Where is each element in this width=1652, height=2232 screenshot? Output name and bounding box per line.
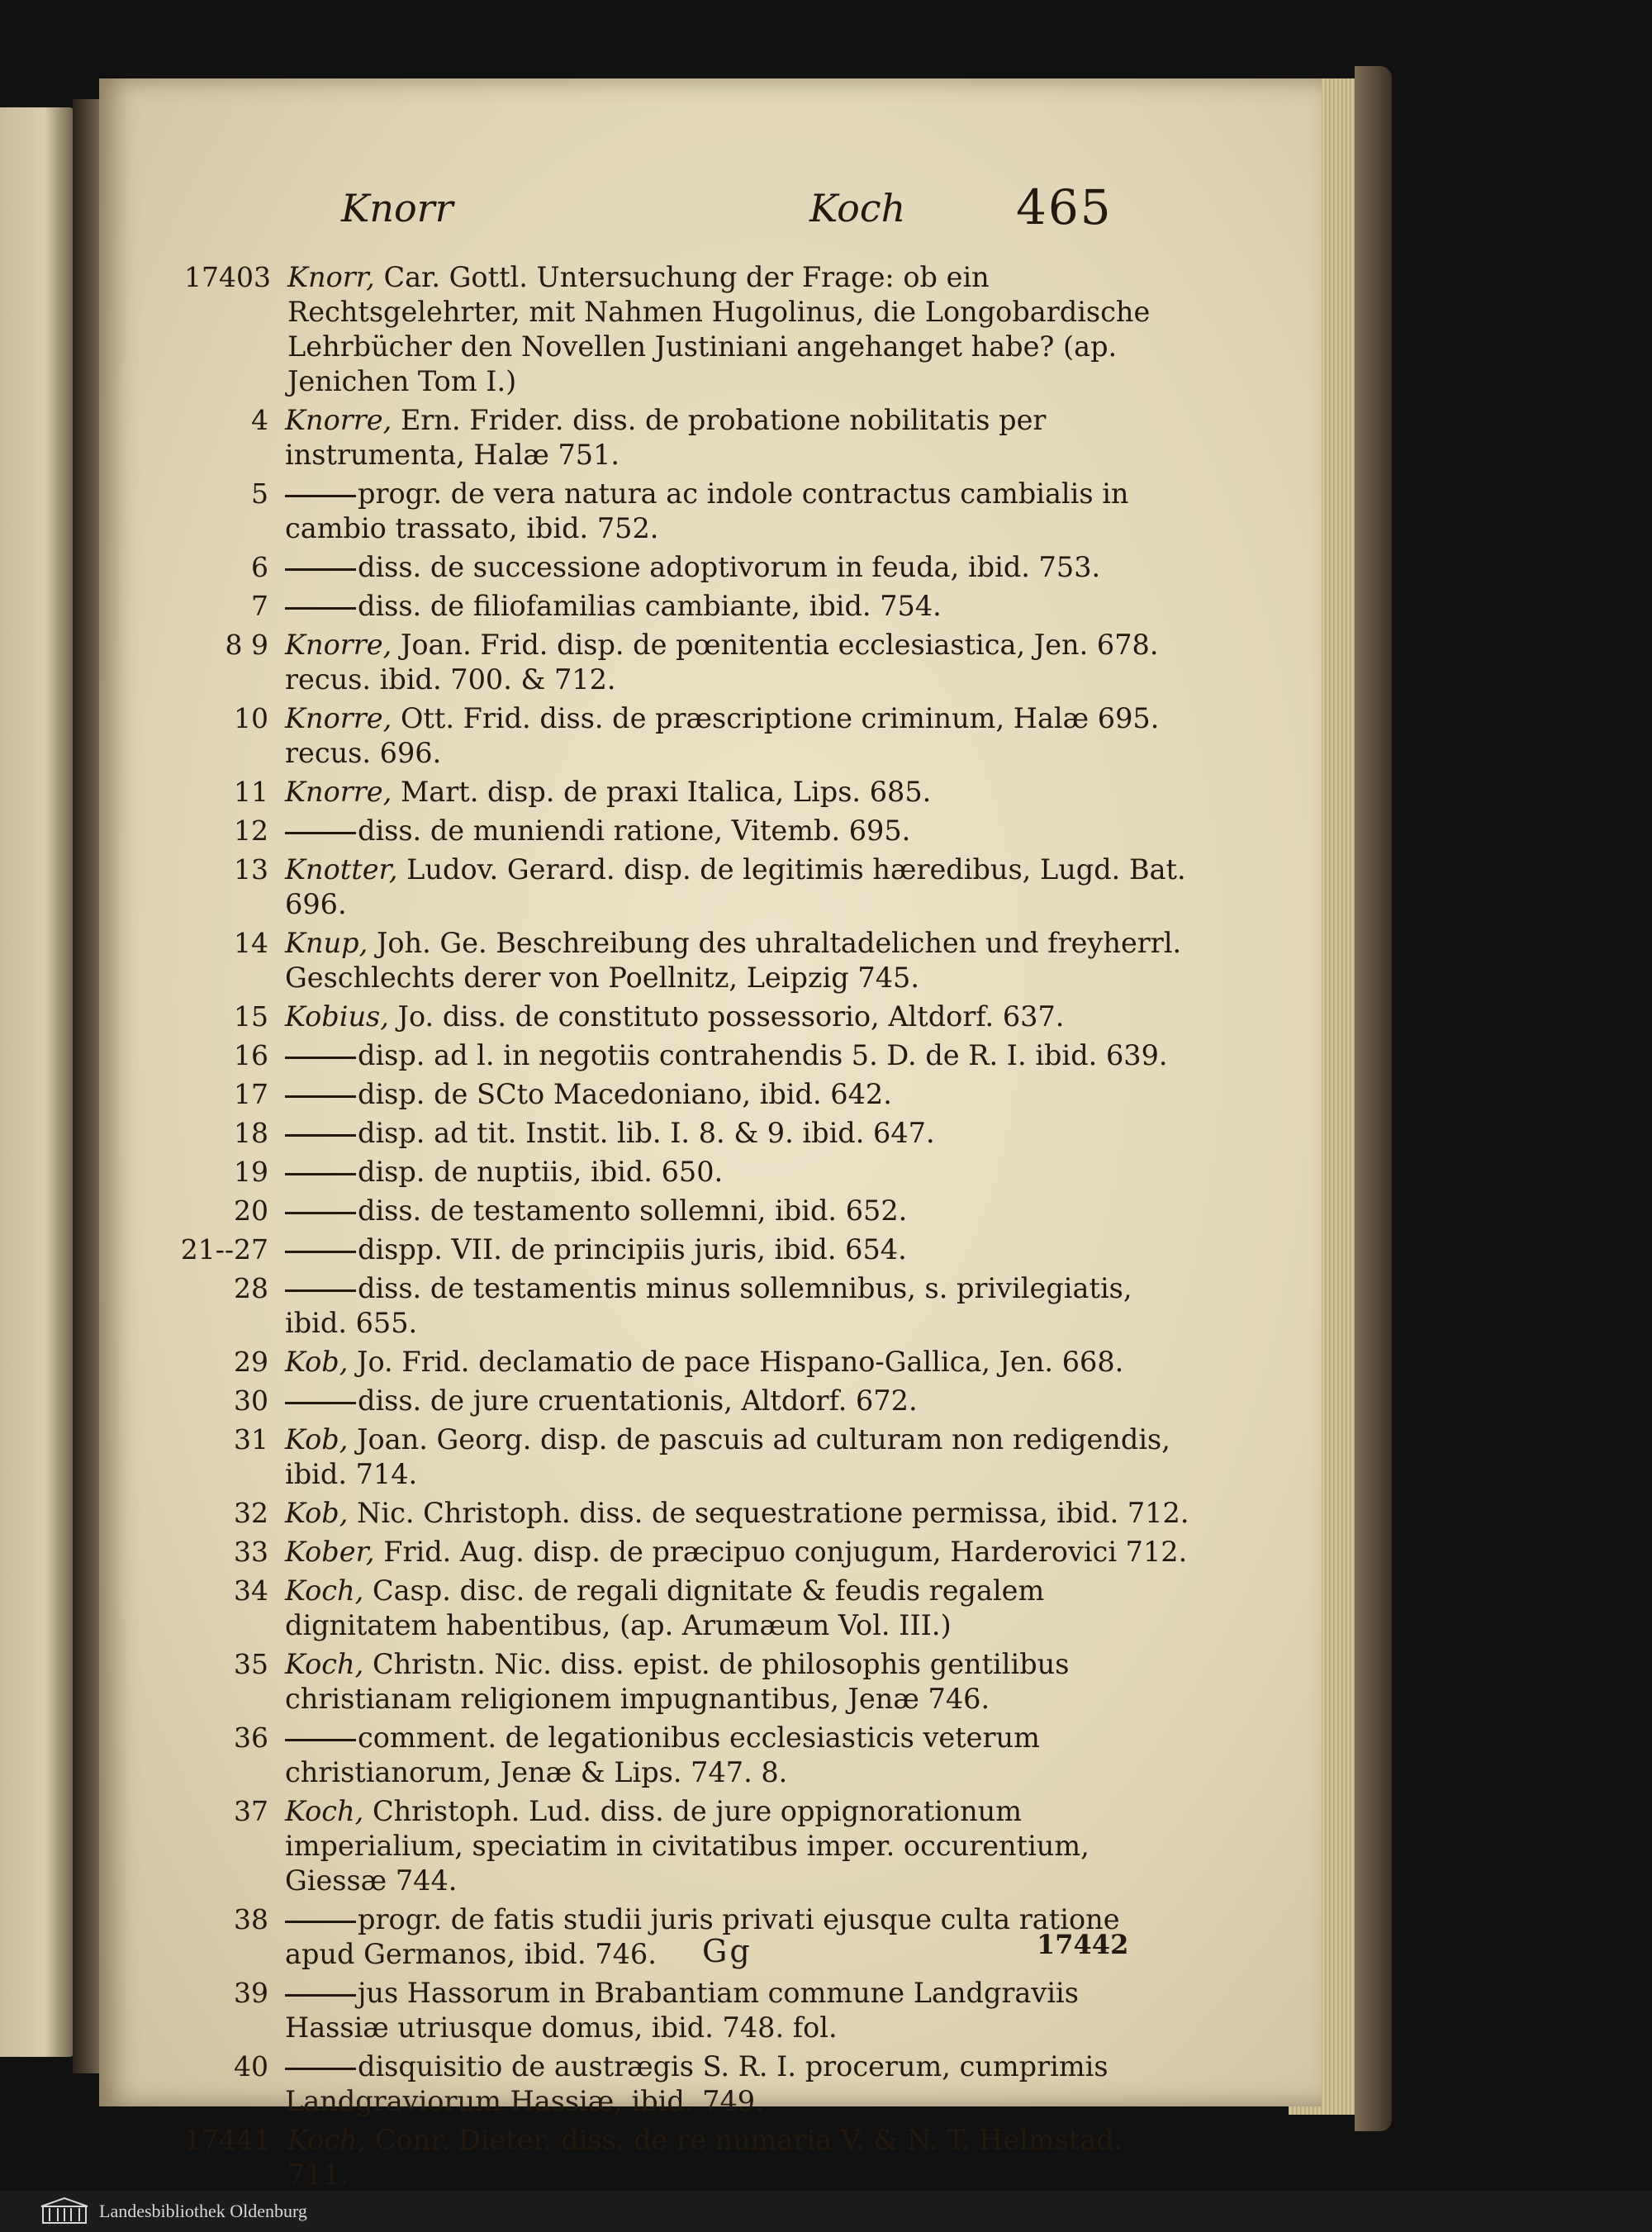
entry-body: Car. Gottl. Untersuchung der Frage: ob ein Rechtsgelehrter, mit Nahmen Hugolinus, die Longobardische Lehrbücher den Novellen Justiniani angehanget habe? (ap. Jenichen Tom I.) <box>287 261 1151 397</box>
entry-text <box>285 1155 1322 1190</box>
entry-list <box>99 260 1322 2196</box>
entry-number: 39 <box>234 1977 268 2009</box>
entry-text <box>285 1647 1322 1717</box>
catalog-entry <box>99 1271 1322 1341</box>
ditto-dash <box>285 1057 356 1059</box>
entry-number: 36 <box>234 1721 268 1754</box>
catalog-entry <box>99 1194 1322 1228</box>
entry-text <box>285 477 1322 546</box>
entry-text <box>285 1077 1322 1112</box>
ditto-dash <box>285 1095 356 1098</box>
entry-body: diss. de successione adoptivorum in feuda, ibid. 753. <box>358 551 1101 583</box>
entry-author: Kob, <box>285 1346 349 1378</box>
catalog-entry <box>99 1232 1322 1267</box>
entry-author: Kober, <box>285 1536 375 1568</box>
ditto-dash <box>285 1251 356 1253</box>
catalog-entry <box>99 2123 1322 2192</box>
entry-body: jus Hassorum in Brabantiam commune Landgraviis Hassiæ utriusque domus, ibid. 748. fol. <box>285 1977 1079 2044</box>
catalog-entry <box>99 926 1322 995</box>
catalog-entry <box>99 1038 1322 1073</box>
entry-author: Knup, <box>285 927 368 959</box>
entry-text <box>285 1422 1322 1492</box>
entry-body: Joan. Frid. disp. de pœnitentia ecclesiastica, Jen. 678. recus. ibid. 700. & 712. <box>285 629 1159 696</box>
entry-text <box>285 1902 1322 1972</box>
ditto-dash <box>285 1994 356 1997</box>
catchword: 17442 <box>1037 1929 1129 1960</box>
catalog-entry <box>99 1535 1322 1570</box>
entry-number: 33 <box>234 1536 268 1568</box>
catalog-entry <box>99 1000 1322 1034</box>
entry-body: Christoph. Lud. diss. de jure oppignorationum imperialium, speciatim in civitatibus imper. occurentium, Giessæ 744. <box>285 1795 1089 1897</box>
ditto-dash <box>285 568 356 571</box>
running-head-left: Knorr <box>341 186 453 230</box>
entry-author: Knorre, <box>285 404 392 436</box>
entry-text <box>285 926 1322 995</box>
entry-number: 20 <box>234 1194 268 1227</box>
catalog-entry <box>99 2049 1322 2119</box>
entry-text <box>285 775 1322 810</box>
entry-body: Ludov. Gerard. disp. de legitimis hæredibus, Lugd. Bat. 696. <box>285 853 1186 920</box>
entry-body: disp. ad l. in negotiis contrahendis 5. D. de R. I. ibid. 639. <box>358 1039 1168 1071</box>
entry-number: 8 9 <box>225 629 268 661</box>
entry-text <box>285 589 1322 624</box>
ditto-dash <box>285 1289 356 1292</box>
ditto-dash <box>285 607 356 610</box>
entry-number: 35 <box>234 1648 268 1680</box>
entry-number: 40 <box>234 2050 268 2082</box>
entry-author: Koch, <box>285 1574 364 1607</box>
entry-number: 5 <box>251 477 268 510</box>
entry-author: Koch, <box>285 1648 364 1680</box>
library-building-icon <box>40 2196 89 2226</box>
running-head-center: Koch <box>809 186 906 230</box>
library-name: Landesbibliothek Oldenburg <box>99 2201 307 2221</box>
entry-text <box>285 1574 1322 1643</box>
entry-body: diss. de testamentis minus sollemnibus, s. privilegiatis, ibid. 655. <box>285 1272 1132 1339</box>
entry-number: 11 <box>234 776 268 808</box>
catalog-entry <box>99 701 1322 771</box>
catalog-entry <box>99 775 1322 810</box>
entry-body: progr. de fatis studii juris privati ejusque culta ratione apud Germanos, ibid. 746. <box>285 1903 1120 1970</box>
entry-body: disp. ad tit. Instit. lib. I. 8. & 9. ibid. 647. <box>358 1117 935 1149</box>
entry-text <box>285 1038 1322 1073</box>
entry-author: Knorr, <box>287 261 375 293</box>
entry-number: 15 <box>234 1000 268 1033</box>
entry-text <box>285 1976 1322 2045</box>
entry-body: disp. de nuptiis, ibid. 650. <box>358 1156 724 1188</box>
entry-author: Kob, <box>285 1423 349 1456</box>
entry-number: 12 <box>234 814 268 847</box>
entry-body: Christn. Nic. diss. epist. de philosophis gentilibus christianam religionem impugnantibus, Jenæ 746. <box>285 1648 1070 1715</box>
entry-text <box>285 628 1322 697</box>
entry-number: 30 <box>234 1384 268 1417</box>
entry-body: Conr. Dieter. diss. de re numaria V. & N. T. Helmstad. 711. <box>287 2124 1123 2191</box>
entry-number: 17 <box>234 1078 268 1110</box>
entry-number: 13 <box>234 853 268 886</box>
entry-text <box>285 1000 1322 1034</box>
entry-number: 16 <box>234 1039 268 1071</box>
entry-author: Kobius, <box>285 1000 389 1033</box>
entry-author: Knorre, <box>285 702 392 734</box>
catalog-entry <box>99 1721 1322 1790</box>
catalog-entry <box>99 1077 1322 1112</box>
entry-body: Ott. Frid. diss. de præscriptione criminum, Halæ 695. recus. 696. <box>285 702 1160 769</box>
running-head <box>99 179 1322 260</box>
entry-text <box>285 1345 1322 1380</box>
entry-author: Kob, <box>285 1497 349 1529</box>
entry-number: 28 <box>234 1272 268 1304</box>
catalog-entry <box>99 1574 1322 1643</box>
catalog-entry <box>99 403 1322 473</box>
entry-number: 7 <box>251 590 268 622</box>
ditto-dash <box>285 1134 356 1137</box>
entry-body: diss. de testamento sollemni, ibid. 652. <box>358 1194 908 1227</box>
entry-text <box>285 1535 1322 1570</box>
catalog-entry <box>99 852 1322 922</box>
entry-number: 10 <box>234 702 268 734</box>
entry-number: 37 <box>234 1795 268 1827</box>
catalog-entry <box>99 1647 1322 1717</box>
entry-number: 32 <box>234 1497 268 1529</box>
catalog-entry <box>99 628 1322 697</box>
entry-number: 34 <box>234 1574 268 1607</box>
entry-body: Joh. Ge. Beschreibung des uhraltadelichen und freyherrl. Geschlechts derer von Poellnitz, Leipzig 745. <box>285 927 1182 994</box>
entry-number: 4 <box>251 404 268 436</box>
ditto-dash <box>285 1212 356 1214</box>
entry-number: 6 <box>251 551 268 583</box>
entry-body: diss. de filiofamilias cambiante, ibid. 754. <box>358 590 942 622</box>
catalog-entry <box>99 1794 1322 1898</box>
entry-text <box>285 1496 1322 1531</box>
entry-number: 19 <box>234 1156 268 1188</box>
entry-body: Frid. Aug. disp. de præcipuo conjugum, Harderovici 712. <box>383 1536 1188 1568</box>
ditto-dash <box>285 1173 356 1175</box>
entry-text <box>285 2049 1322 2119</box>
entry-text <box>285 1721 1322 1790</box>
entry-body: Nic. Christoph. diss. de sequestratione permissa, ibid. 712. <box>357 1497 1189 1529</box>
catalog-entry <box>99 814 1322 848</box>
signature-mark: Gg <box>702 1933 752 1969</box>
entry-text <box>287 260 1322 399</box>
entry-body: disquisitio de austrægis S. R. I. procerum, cumprimis Landgraviorum Hassiæ, ibid. 749. <box>285 2050 1108 2117</box>
entry-text <box>285 1794 1322 1898</box>
entry-text <box>285 403 1322 473</box>
catalog-entry <box>99 589 1322 624</box>
entry-number: 17403 <box>184 261 271 293</box>
entry-author: Knotter, <box>285 853 398 886</box>
library-footer-bar <box>0 2191 1652 2232</box>
catalog-entry <box>99 1384 1322 1418</box>
catalog-entry <box>99 1345 1322 1380</box>
entry-text <box>285 814 1322 848</box>
entry-text <box>285 1116 1322 1151</box>
entry-number: 38 <box>234 1903 268 1935</box>
entry-text <box>285 550 1322 585</box>
catalog-entry <box>99 1116 1322 1151</box>
entry-author: Koch, <box>285 1795 364 1827</box>
entry-body: Jo. Frid. declamatio de pace Hispano-Gallica, Jen. 668. <box>357 1346 1124 1378</box>
catalog-entry <box>99 550 1322 585</box>
catalog-entry <box>99 1155 1322 1190</box>
entry-body: dispp. VII. de principiis juris, ibid. 654. <box>358 1233 907 1266</box>
entry-text <box>285 1384 1322 1418</box>
entry-author: Koch, <box>287 2124 367 2156</box>
entry-body: Ern. Frider. diss. de probatione nobilitatis per instrumenta, Halæ 751. <box>285 404 1047 471</box>
catalog-entry <box>99 1976 1322 2045</box>
entry-number: 18 <box>234 1117 268 1149</box>
entry-author: Knorre, <box>285 629 392 661</box>
catalog-entry <box>99 1496 1322 1531</box>
entry-number: 29 <box>234 1346 268 1378</box>
book-cover-edge <box>1355 66 1392 2131</box>
entry-author: Knorre, <box>285 776 392 808</box>
entry-text <box>285 1232 1322 1267</box>
ditto-dash <box>285 832 356 834</box>
entry-number: 14 <box>234 927 268 959</box>
entry-text <box>285 1271 1322 1341</box>
ditto-dash <box>285 495 356 497</box>
catalog-entry <box>99 1422 1322 1492</box>
ditto-dash <box>285 1921 356 1923</box>
book-page <box>99 78 1322 2191</box>
entry-text <box>285 1194 1322 1228</box>
entry-body: diss. de muniendi ratione, Vitemb. 695. <box>358 814 911 847</box>
previous-page-edge <box>0 107 74 2057</box>
entry-body: diss. de jure cruentationis, Altdorf. 672. <box>358 1384 918 1417</box>
catalog-entry <box>99 260 1322 399</box>
entry-text <box>285 701 1322 771</box>
entry-number: 31 <box>234 1423 268 1456</box>
entry-body: Jo. diss. de constituto possessorio, Altdorf. 637. <box>397 1000 1065 1033</box>
entry-number: 17441 <box>184 2124 271 2156</box>
entry-body: comment. de legationibus ecclesiasticis veterum christianorum, Jenæ & Lips. 747. 8. <box>285 1721 1040 1788</box>
catalog-entry <box>99 477 1322 546</box>
entry-body: progr. de vera natura ac indole contractus cambialis in cambio trassato, ibid. 752. <box>285 477 1129 544</box>
entry-body: Joan. Georg. disp. de pascuis ad culturam non redigendis, ibid. 714. <box>285 1423 1170 1490</box>
entry-number: 21--27 <box>180 1233 268 1266</box>
ditto-dash <box>285 2068 356 2070</box>
entry-body: Casp. disc. de regali dignitate & feudis regalem dignitatem habentibus, (ap. Arumæum Vol. III.) <box>285 1574 1045 1641</box>
entry-text <box>287 2123 1322 2192</box>
ditto-dash <box>285 1739 356 1741</box>
page-number: 465 <box>1016 179 1113 235</box>
ditto-dash <box>285 1402 356 1404</box>
entry-body: Mart. disp. de praxi Italica, Lips. 685. <box>400 776 932 808</box>
entry-body: disp. de SCto Macedoniano, ibid. 642. <box>358 1078 892 1110</box>
entry-text <box>285 852 1322 922</box>
